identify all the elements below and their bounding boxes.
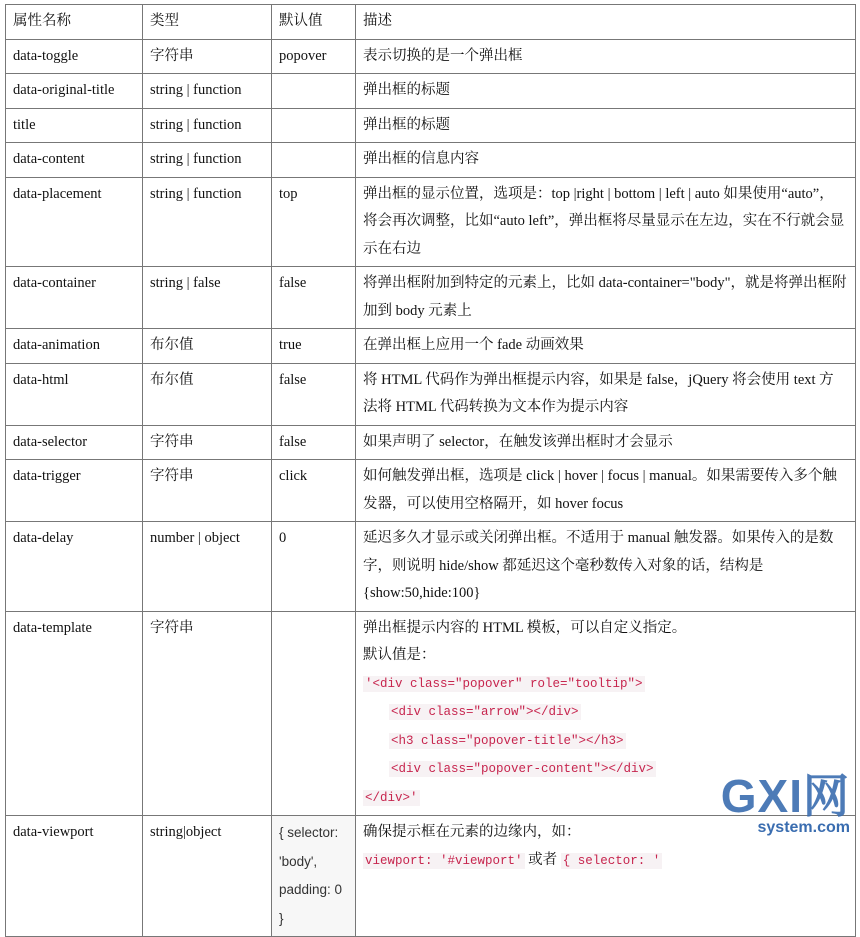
code-viewport: viewport: '#viewport'	[365, 853, 523, 868]
header-desc: 描述	[356, 5, 856, 40]
cell-name: data-animation	[6, 329, 143, 364]
cell-desc: 将弹出框附加到特定的元素上，比如 data-container="body"，就是将弹出框附加到 body 元素上	[356, 267, 856, 329]
cell-default: click	[272, 460, 356, 522]
table-row	[6, 108, 856, 143]
cell-name: data-trigger	[6, 460, 143, 522]
code-line: </div>'	[365, 790, 418, 805]
cell-name: data-container	[6, 267, 143, 329]
header-name: 属性名称	[6, 5, 143, 40]
cell-desc: 弹出框的标题	[356, 74, 856, 109]
template-desc: 弹出框提示内容的 HTML 模板，可以自定义指定。	[363, 619, 687, 636]
cell-desc: 弹出框的显示位置，选项是：top |right | bottom | left | auto 如果使用“auto”，将会再次调整，比如“auto left”，弹出框将尽量显示在左边，实在不行就会显示在右边	[356, 177, 856, 267]
viewport-desc: 确保提示框在元素的边缘内，如：	[363, 824, 581, 840]
cell-type: string | false	[143, 267, 272, 329]
cell-name: data-content	[6, 143, 143, 178]
cell-default: false	[272, 267, 356, 329]
cell-default: false	[272, 425, 356, 460]
cell-name: data-selector	[6, 425, 143, 460]
watermark-big: GXI网	[720, 770, 850, 822]
table-row	[6, 425, 856, 460]
table-row	[6, 74, 856, 109]
header-type: 类型	[143, 5, 272, 40]
cell-default	[272, 108, 356, 143]
code-line: '<div class="popover" role="tooltip">	[365, 676, 643, 691]
table-row	[6, 329, 856, 364]
cell-default: top	[272, 177, 356, 267]
table-row	[6, 177, 856, 267]
cell-default: 0	[272, 522, 356, 612]
cell-desc: 在弹出框上应用一个 fade 动画效果	[356, 329, 856, 364]
cell-desc: 弹出框的信息内容	[356, 143, 856, 178]
code-line: <div class="arrow"></div>	[391, 705, 579, 719]
cell-type: 布尔值	[143, 363, 272, 425]
cell-default	[272, 143, 356, 178]
cell-type: 字符串	[143, 460, 272, 522]
cell-default: popover	[272, 39, 356, 74]
cell-desc: 将 HTML 代码作为弹出框提示内容，如果是 false，jQuery 将会使用 text 方法将 HTML 代码转换为文本作为提示内容	[356, 363, 856, 425]
cell-default	[272, 611, 356, 816]
cell-default: true	[272, 329, 356, 364]
header-default: 默认值	[272, 5, 356, 40]
cell-type: 字符串	[143, 611, 272, 816]
cell-type: string|object	[143, 816, 272, 937]
cell-type: string | function	[143, 143, 272, 178]
cell-type: string | function	[143, 108, 272, 143]
cell-desc: 如何触发弹出框，选项是 click | hover | focus | manual。如果需要传入多个触发器，可以使用空格隔开，如 hover focus	[356, 460, 856, 522]
cell-default	[272, 74, 356, 109]
cell-type: 字符串	[143, 39, 272, 74]
table-row	[6, 363, 856, 425]
cell-desc: 弹出框的标题	[356, 108, 856, 143]
cell-name: data-placement	[6, 177, 143, 267]
code-line: <h3 class="popover-title"></h3>	[391, 733, 624, 748]
cell-desc: 如果声明了 selector，在触发该弹出框时才会显示	[356, 425, 856, 460]
cell-default: false	[272, 363, 356, 425]
cell-desc: 表示切换的是一个弹出框	[356, 39, 856, 74]
cell-name: data-toggle	[6, 39, 143, 74]
cell-name: title	[6, 108, 143, 143]
table-row	[6, 39, 856, 74]
table-row	[6, 143, 856, 178]
cell-type: string | function	[143, 177, 272, 267]
table-row	[6, 267, 856, 329]
cell-default	[272, 816, 356, 937]
table-row	[6, 522, 856, 612]
template-default-label: 默认值是：	[363, 647, 436, 663]
cell-desc: 延迟多久才显示或关闭弹出框。不适用于 manual 触发器。如果传入的是数字，则说明 hide/show 都延迟这个毫秒数传入对象的话，结构是{show:50,hide:100}	[356, 522, 856, 612]
cell-name: data-html	[6, 363, 143, 425]
cell-name: data-template	[6, 611, 143, 816]
header-row	[6, 5, 856, 40]
cell-type: number | object	[143, 522, 272, 612]
cell-type: string | function	[143, 74, 272, 109]
watermark-small: system.com	[757, 819, 850, 836]
cell-type: 布尔值	[143, 329, 272, 364]
code-line: <div class="popover-content"></div>	[391, 762, 654, 776]
code-selector: { selector: '	[562, 853, 661, 868]
cell-name: data-delay	[6, 522, 143, 612]
viewport-default-value: { selector: 'body', padding: 0 }	[279, 825, 343, 926]
site-watermark-logo	[720, 770, 850, 837]
cell-name: data-viewport	[6, 816, 143, 937]
cell-name: data-original-title	[6, 74, 143, 109]
table-row	[6, 460, 856, 522]
cell-type: 字符串	[143, 425, 272, 460]
viewport-or: 或者	[524, 851, 561, 868]
